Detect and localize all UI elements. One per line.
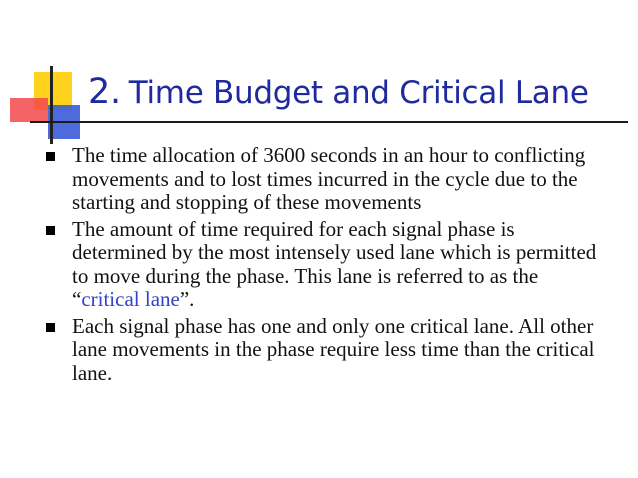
bullet-item — [44, 144, 604, 215]
bullet-text: Each signal phase has one and only one critical lane. All other lane movements in the phase require less time than the critical lane. — [72, 313, 595, 385]
bullet-item — [44, 218, 604, 312]
slide-title — [88, 68, 628, 116]
bullet-item — [44, 315, 604, 386]
title-number: 2. — [88, 72, 121, 112]
logo-vertical-line — [50, 66, 53, 144]
title-text: Time Budget and Critical Lane — [128, 75, 589, 111]
bullet-text-after: ”. — [179, 287, 195, 311]
square-bullet-icon — [46, 323, 55, 332]
bullet-text-before: The amount of time required for each signal phase is determined by the most intensely used lane which is permitted to move during the phase. This lane is referred to as the “ — [72, 216, 597, 311]
bullet-text: The time allocation of 3600 seconds in an hour to conflicting movements and to lost times incurred in the cycle due to the starting and stopping of these movements — [72, 143, 586, 214]
bullet-list — [44, 144, 604, 388]
critical-lane-highlight: critical lane — [81, 287, 180, 311]
square-bullet-icon — [46, 152, 55, 161]
logo-red-square — [10, 98, 48, 122]
title-underline — [30, 121, 628, 123]
square-bullet-icon — [46, 226, 55, 235]
